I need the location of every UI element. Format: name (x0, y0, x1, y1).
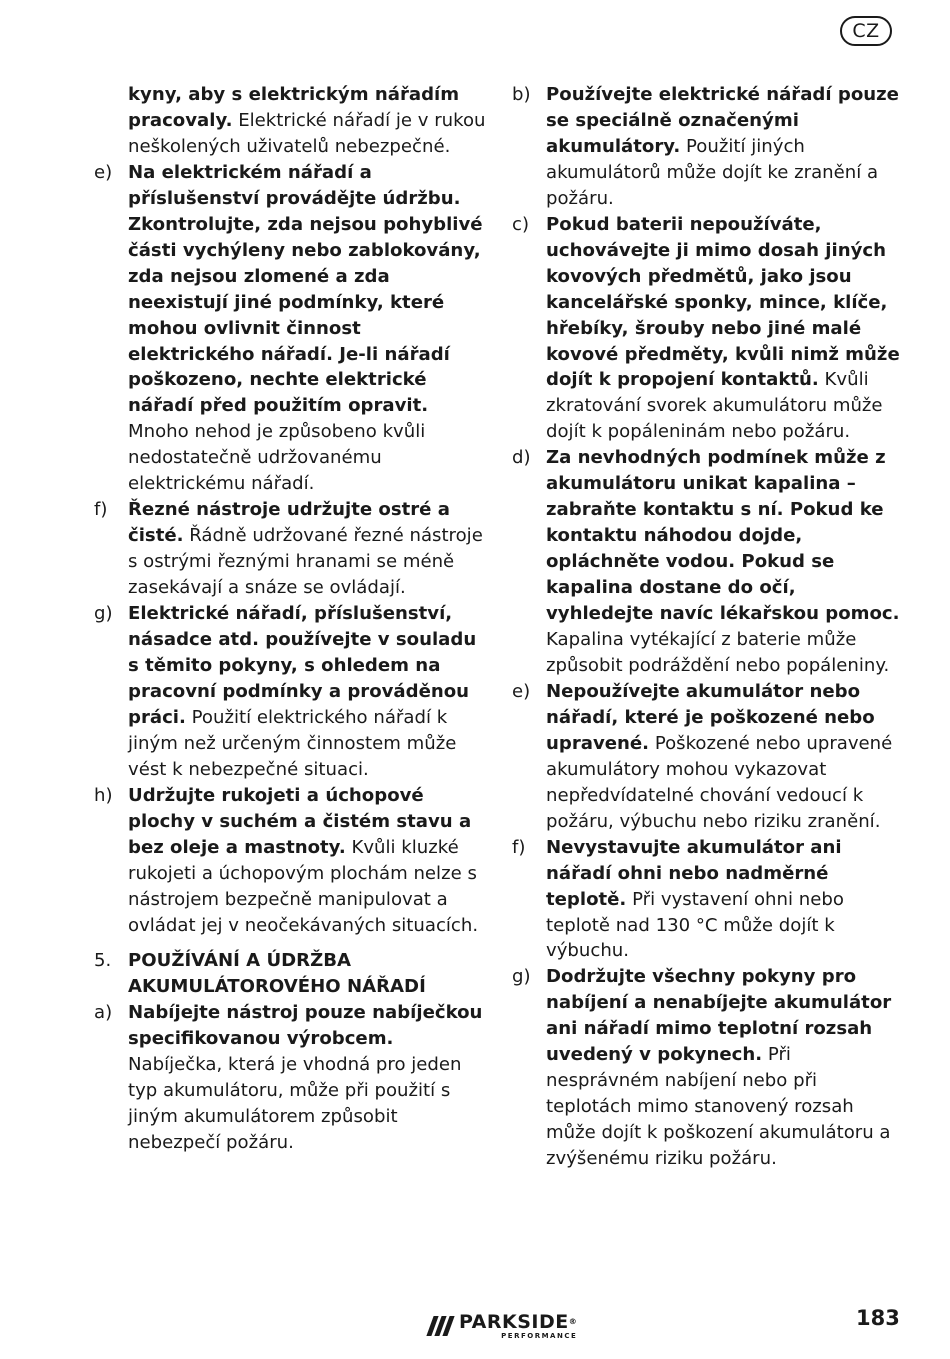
item-marker: g) (94, 603, 113, 625)
section-heading (94, 948, 486, 1000)
item-marker: a) (94, 1002, 113, 1024)
section-title: POUŽÍVÁNÍ A ÚDRŽBA AKUMULÁTOROVÉHO NÁŘADÍ (128, 950, 426, 998)
item-bold: Nevystavujte akumulátor ani nářadí ohni nebo nadměrné teplotě. (546, 836, 842, 910)
item-bold: Dodržujte všechny pokyny pro nabíjení a nenabíjejte akumulátor ani nářadí mimo teplotní rozsah uvedený v pokynech. (546, 966, 892, 1066)
item-bold: Nepoužívejte akumulátor nebo nářadí, které je poškozené nebo upravené. (546, 680, 875, 754)
item-text: Použití jiných akumulátorů může dojít ke zranění a požáru. (546, 135, 879, 209)
language-badge: CZ (840, 16, 892, 46)
item-marker: f) (94, 499, 108, 521)
item-marker: c) (512, 213, 530, 235)
item-marker: h) (94, 784, 113, 806)
item-text: Použití elektrického nářadí k jiným než určeným činnostem může vést k nebezpečné situaci. (128, 706, 457, 780)
list-item (512, 212, 904, 446)
item-text: Kvůli zkratování svorek akumulátoru může dojít k popáleninám nebo požáru. (546, 369, 883, 443)
item-marker: b) (512, 84, 531, 105)
item-marker: e) (94, 161, 113, 183)
list-item (94, 160, 486, 497)
item-text: Kapalina vytékající z baterie může způsobit podráždění nebo popáleniny. (546, 629, 890, 676)
item-marker: e) (512, 680, 531, 702)
item-bold: Elektrické nářadí, příslušenství, násadce atd. používejte v souladu s těmito pokyny, s ohledem na pracovní podmínky a prováděnou práci. (128, 603, 477, 728)
item-bold: Za nevhodných podmínek může z akumulátoru unikat kapalina – zabraňte kontaktu s ní. Pokud ke kontaktu náhodou dojde, opláchněte vodou. Pokud se kapalina dostane do očí, vyhledejte navíc lékařskou pomoc. (546, 447, 900, 625)
item-marker: g) (512, 966, 531, 988)
list-item (94, 497, 486, 601)
item-bold: Nabíjejte nástroj pouze nabíječkou specifikovanou výrobcem. (128, 1002, 483, 1050)
item-text: Poškozené nebo upravené akumulátory mohou vykazovat nepředvídatelné chování vedoucí k požáru, výbuchu nebo riziku zranění. (546, 732, 893, 832)
item-marker: d) (512, 447, 531, 469)
list-item (94, 1000, 486, 1156)
brand-name: PARKSIDE (459, 1311, 569, 1333)
list-item (512, 964, 904, 1172)
brand-subtitle: PERFORMANCE (501, 1332, 578, 1340)
item-text: Řádně udržované řezné nástroje s ostrými řeznými hranami se méně zasekávají a snáze se ovládají. (128, 525, 483, 599)
item-text: Mnoho nehod je způsobeno kvůli nedostatečně udržovanému elektrickému nářadí. (128, 421, 426, 495)
item-text: Kvůli kluzké rukojeti a úchopovým plochám nelze s nástrojem bezpečně manipulovat a ovládat jej v neočekávaných situacích. (128, 836, 479, 936)
item-bold: Udržujte rukojeti a úchopové plochy v suchém a čistém stavu a bez oleje a mastnoty. (128, 784, 472, 858)
list-item (512, 835, 904, 965)
item-marker: f) (512, 836, 526, 858)
item-bold: Pokud baterii nepoužíváte, uchovávejte ji mimo dosah jiných kovových předmětů, jako jsou kancelářské sponky, mince, klíče, hřebíky, šrouby nebo jiné malé kovové předměty, kvůli nimž může dojít k propojení kontaktů. (546, 213, 900, 391)
item-bold: Na elektrickém nářadí a příslušenství provádějte údržbu. Zkontrolujte, zda nejsou pohyblivé části vychýleny nebo zablokovány, zda nejsou zlomené a zda neexistují jiné podmínky, které mohou ovlivnit činnost elektrického nářadí. Je-li nářadí poškozeno, nechte elektrické nářadí před použitím opravit. (128, 161, 483, 417)
list-item (512, 445, 904, 679)
list-item (94, 601, 486, 783)
item-text: Při nesprávném nabíjení nebo při teplotách mimo stanovený rozsah může dojít k poškození akumulátoru a zvýšenému riziku požáru. (546, 1044, 891, 1170)
right-column (512, 82, 904, 1172)
intro-bold: kyny, aby s elektrickým nářadím pracovaly. (128, 84, 460, 131)
item-bold: Řezné nástroje udržujte ostré a čisté. (128, 499, 450, 547)
left-column (94, 82, 486, 1156)
intro-text: Elektrické nářadí je v rukou neškolených uživatelů nebezpečné. (128, 109, 486, 157)
item-bold: Používejte elektrické nářadí pouze se speciálně označenými akumulátory. (546, 84, 899, 157)
list-item (512, 82, 904, 212)
intro-paragraph (94, 82, 486, 160)
section-number: 5. (94, 950, 112, 972)
logo-slashes-icon (430, 1316, 451, 1336)
page-number: 183 (856, 1306, 900, 1330)
list-item (94, 783, 486, 939)
parkside-logo: PARKSIDE® PERFORMANCE (430, 1312, 577, 1340)
item-text: Při vystavení ohni nebo teplotě nad 130 °C může dojít k výbuchu. (546, 888, 844, 962)
list-item (512, 679, 904, 835)
item-text: Nabíječka, která je vhodná pro jeden typ akumulátoru, může při použití s jiným akumulátorem způsobit nebezpečí požáru. (128, 1054, 462, 1154)
